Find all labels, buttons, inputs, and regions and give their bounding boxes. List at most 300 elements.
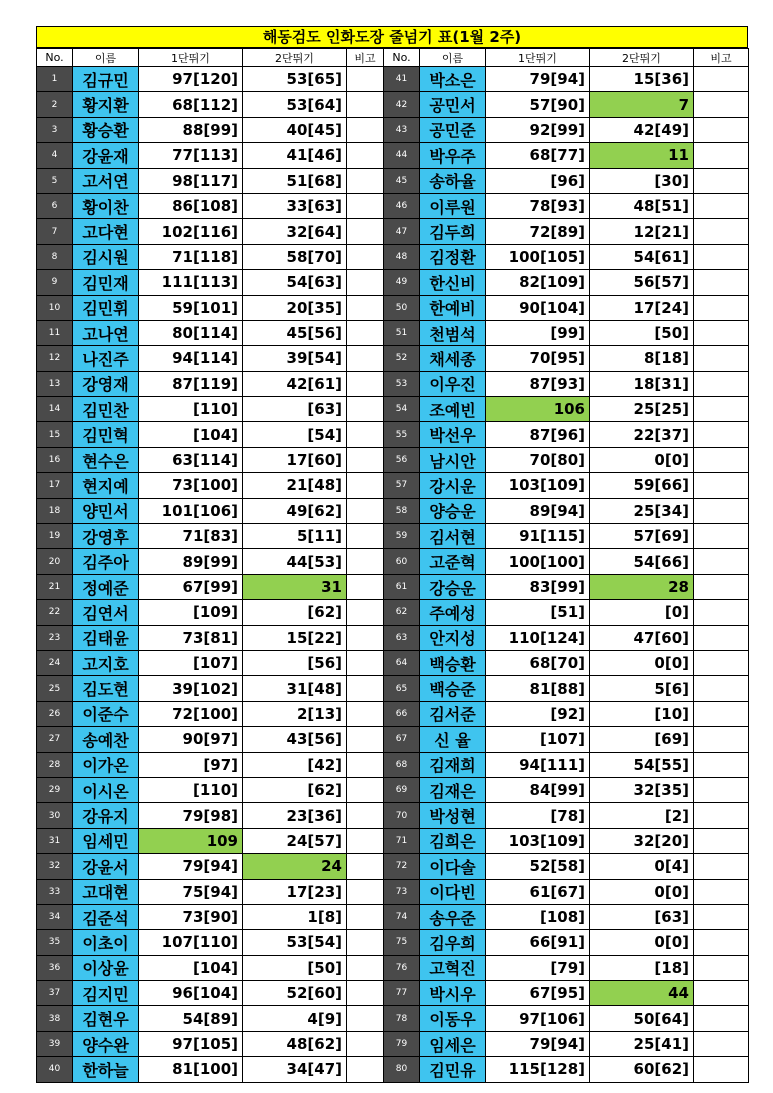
header-single-jump: 1단뛰기 (486, 49, 590, 67)
single-jump-score: 72[89] (486, 219, 590, 244)
student-name: 김주아 (73, 549, 139, 574)
table-row (37, 600, 749, 625)
row-number: 63 (384, 625, 420, 650)
row-number: 8 (37, 244, 73, 269)
single-jump-score: 90[97] (139, 727, 243, 752)
student-name: 주예성 (420, 600, 486, 625)
student-name: 김태윤 (73, 625, 139, 650)
note-cell (347, 422, 384, 447)
single-jump-score: 111[113] (139, 270, 243, 295)
row-number: 66 (384, 701, 420, 726)
row-number: 16 (37, 447, 73, 472)
double-jump-score: 53[64] (243, 92, 347, 117)
note-cell (347, 930, 384, 955)
note-cell (694, 244, 749, 269)
student-name: 공민서 (420, 92, 486, 117)
header-double-jump: 2단뛰기 (243, 49, 347, 67)
double-jump-score: 4[9] (243, 1006, 347, 1031)
student-name: 이상윤 (73, 955, 139, 980)
table-row (37, 244, 749, 269)
row-number: 72 (384, 854, 420, 879)
row-number: 44 (384, 143, 420, 168)
double-jump-score: 28 (590, 574, 694, 599)
table-row (37, 193, 749, 218)
single-jump-score: 67[95] (486, 981, 590, 1006)
single-jump-score: 66[91] (486, 930, 590, 955)
note-cell (347, 143, 384, 168)
double-jump-score: [63] (590, 904, 694, 929)
single-jump-score: 77[113] (139, 143, 243, 168)
double-jump-score: 0[0] (590, 447, 694, 472)
single-jump-score: [97] (139, 752, 243, 777)
single-jump-score: 100[100] (486, 549, 590, 574)
student-name: 김희은 (420, 828, 486, 853)
row-number: 54 (384, 397, 420, 422)
student-name: 현지예 (73, 473, 139, 498)
table-row (37, 67, 749, 92)
double-jump-score: 54[63] (243, 270, 347, 295)
row-number: 41 (384, 67, 420, 92)
note-cell (347, 981, 384, 1006)
single-jump-score: 63[114] (139, 447, 243, 472)
note-cell (694, 955, 749, 980)
single-jump-score: 97[106] (486, 1006, 590, 1031)
single-jump-score: 81[100] (139, 1057, 243, 1082)
note-cell (347, 92, 384, 117)
row-number: 77 (384, 981, 420, 1006)
student-name: 한예비 (420, 295, 486, 320)
student-name: 천범석 (420, 320, 486, 345)
double-jump-score: 51[68] (243, 168, 347, 193)
single-jump-score: 81[88] (486, 676, 590, 701)
student-name: 고지호 (73, 650, 139, 675)
student-name: 박성현 (420, 803, 486, 828)
note-cell (694, 371, 749, 396)
double-jump-score: 0[0] (590, 650, 694, 675)
student-name: 이루원 (420, 193, 486, 218)
single-jump-score: 109 (139, 828, 243, 853)
note-cell (694, 143, 749, 168)
single-jump-score: 78[93] (486, 193, 590, 218)
student-name: 황이찬 (73, 193, 139, 218)
note-cell (694, 1031, 749, 1056)
note-cell (694, 752, 749, 777)
double-jump-score: 32[64] (243, 219, 347, 244)
row-number: 43 (384, 117, 420, 142)
row-number: 47 (384, 219, 420, 244)
student-name: 강윤재 (73, 143, 139, 168)
header-note: 비고 (694, 49, 749, 67)
student-name: 박시우 (420, 981, 486, 1006)
single-jump-score: 96[104] (139, 981, 243, 1006)
row-number: 27 (37, 727, 73, 752)
table-row (37, 574, 749, 599)
single-jump-score: 101[106] (139, 498, 243, 523)
note-cell (694, 117, 749, 142)
note-cell (347, 473, 384, 498)
single-jump-score: 94[111] (486, 752, 590, 777)
double-jump-score: [30] (590, 168, 694, 193)
row-number: 37 (37, 981, 73, 1006)
note-cell (694, 854, 749, 879)
note-cell (347, 955, 384, 980)
header-double-jump: 2단뛰기 (590, 49, 694, 67)
single-jump-score: 103[109] (486, 828, 590, 853)
double-jump-score: 23[36] (243, 803, 347, 828)
table-row (37, 727, 749, 752)
note-cell (694, 981, 749, 1006)
single-jump-score: [92] (486, 701, 590, 726)
double-jump-score: [54] (243, 422, 347, 447)
row-number: 1 (37, 67, 73, 92)
single-jump-score: 39[102] (139, 676, 243, 701)
row-number: 69 (384, 777, 420, 802)
row-number: 50 (384, 295, 420, 320)
single-jump-score: [99] (486, 320, 590, 345)
student-name: 양승운 (420, 498, 486, 523)
double-jump-score: 32[35] (590, 777, 694, 802)
double-jump-score: 25[41] (590, 1031, 694, 1056)
table-row (37, 295, 749, 320)
row-number: 35 (37, 930, 73, 955)
double-jump-score: 60[62] (590, 1057, 694, 1082)
note-cell (694, 574, 749, 599)
table-row (37, 930, 749, 955)
student-name: 강영재 (73, 371, 139, 396)
student-name: 박우주 (420, 143, 486, 168)
row-number: 20 (37, 549, 73, 574)
note-cell (694, 879, 749, 904)
table-row (37, 625, 749, 650)
student-name: 김민혁 (73, 422, 139, 447)
student-name: 황지환 (73, 92, 139, 117)
table-row (37, 320, 749, 345)
row-number: 26 (37, 701, 73, 726)
double-jump-score: [63] (243, 397, 347, 422)
note-cell (347, 549, 384, 574)
double-jump-score: 22[37] (590, 422, 694, 447)
student-name: 김민찬 (73, 397, 139, 422)
note-cell (347, 803, 384, 828)
student-name: 이동우 (420, 1006, 486, 1031)
student-name: 이시온 (73, 777, 139, 802)
row-number: 58 (384, 498, 420, 523)
note-cell (347, 676, 384, 701)
row-number: 7 (37, 219, 73, 244)
double-jump-score: 53[54] (243, 930, 347, 955)
double-jump-score: 45[56] (243, 320, 347, 345)
note-cell (694, 473, 749, 498)
row-number: 15 (37, 422, 73, 447)
note-cell (347, 904, 384, 929)
single-jump-score: [110] (139, 777, 243, 802)
row-number: 75 (384, 930, 420, 955)
table-row (37, 270, 749, 295)
single-jump-score: 71[83] (139, 524, 243, 549)
note-cell (694, 828, 749, 853)
student-name: 김지민 (73, 981, 139, 1006)
single-jump-score: 94[114] (139, 346, 243, 371)
table-row (37, 1006, 749, 1031)
single-jump-score: 59[101] (139, 295, 243, 320)
student-name: 강유지 (73, 803, 139, 828)
table-row (37, 981, 749, 1006)
note-cell (694, 498, 749, 523)
row-number: 57 (384, 473, 420, 498)
double-jump-score: 12[21] (590, 219, 694, 244)
single-jump-score: 52[58] (486, 854, 590, 879)
double-jump-score: 34[47] (243, 1057, 347, 1082)
double-jump-score: [0] (590, 600, 694, 625)
row-number: 12 (37, 346, 73, 371)
student-name: 황승환 (73, 117, 139, 142)
student-name: 김정환 (420, 244, 486, 269)
student-name: 한신비 (420, 270, 486, 295)
note-cell (694, 295, 749, 320)
note-cell (347, 193, 384, 218)
double-jump-score: 17[23] (243, 879, 347, 904)
table-row (37, 371, 749, 396)
double-jump-score: 0[4] (590, 854, 694, 879)
student-name: 김민재 (73, 270, 139, 295)
row-number: 13 (37, 371, 73, 396)
row-number: 11 (37, 320, 73, 345)
row-number: 28 (37, 752, 73, 777)
table-row (37, 447, 749, 472)
student-name: 김두희 (420, 219, 486, 244)
student-name: 김우희 (420, 930, 486, 955)
student-name: 김시원 (73, 244, 139, 269)
student-name: 김서준 (420, 701, 486, 726)
student-name: 박선우 (420, 422, 486, 447)
student-name: 채세종 (420, 346, 486, 371)
student-name: 김준석 (73, 904, 139, 929)
single-jump-score: 75[94] (139, 879, 243, 904)
row-number: 39 (37, 1031, 73, 1056)
double-jump-score: 21[48] (243, 473, 347, 498)
note-cell (694, 777, 749, 802)
note-cell (347, 752, 384, 777)
sheet-title: 해동검도 인화도장 줄넘기 표(1월 2주) (36, 26, 748, 48)
row-number: 34 (37, 904, 73, 929)
student-name: 고혁진 (420, 955, 486, 980)
student-name: 나진주 (73, 346, 139, 371)
student-name: 강윤서 (73, 854, 139, 879)
note-cell (694, 803, 749, 828)
header-row (37, 49, 749, 67)
double-jump-score: 25[25] (590, 397, 694, 422)
table-row (37, 803, 749, 828)
double-jump-score: 32[20] (590, 828, 694, 853)
single-jump-score: 88[99] (139, 117, 243, 142)
note-cell (347, 270, 384, 295)
double-jump-score: [10] (590, 701, 694, 726)
student-name: 이우진 (420, 371, 486, 396)
student-name: 백승준 (420, 676, 486, 701)
row-number: 73 (384, 879, 420, 904)
single-jump-score: 90[104] (486, 295, 590, 320)
row-number: 32 (37, 854, 73, 879)
single-jump-score: 79[94] (486, 1031, 590, 1056)
student-name: 강시운 (420, 473, 486, 498)
row-number: 2 (37, 92, 73, 117)
table-row (37, 676, 749, 701)
student-name: 현수은 (73, 447, 139, 472)
note-cell (694, 650, 749, 675)
single-jump-score: [79] (486, 955, 590, 980)
row-number: 25 (37, 676, 73, 701)
table-row (37, 397, 749, 422)
double-jump-score: 31[48] (243, 676, 347, 701)
student-name: 양수완 (73, 1031, 139, 1056)
single-jump-score: 73[100] (139, 473, 243, 498)
student-name: 이다솔 (420, 854, 486, 879)
header-no: No. (37, 49, 73, 67)
note-cell (347, 67, 384, 92)
note-cell (694, 930, 749, 955)
single-jump-score: 87[93] (486, 371, 590, 396)
student-name: 박소은 (420, 67, 486, 92)
row-number: 71 (384, 828, 420, 853)
single-jump-score: [104] (139, 422, 243, 447)
student-name: 고서연 (73, 168, 139, 193)
double-jump-score: 24[57] (243, 828, 347, 853)
single-jump-score: [110] (139, 397, 243, 422)
single-jump-score: [107] (139, 650, 243, 675)
single-jump-score: [51] (486, 600, 590, 625)
double-jump-score: 24 (243, 854, 347, 879)
note-cell (694, 92, 749, 117)
double-jump-score: 18[31] (590, 371, 694, 396)
double-jump-score: 31 (243, 574, 347, 599)
row-number: 45 (384, 168, 420, 193)
double-jump-score: 54[66] (590, 549, 694, 574)
row-number: 52 (384, 346, 420, 371)
single-jump-score: 72[100] (139, 701, 243, 726)
note-cell (694, 346, 749, 371)
double-jump-score: [69] (590, 727, 694, 752)
single-jump-score: 103[109] (486, 473, 590, 498)
table-row (37, 92, 749, 117)
header-name: 이름 (73, 49, 139, 67)
note-cell (347, 447, 384, 472)
note-cell (694, 701, 749, 726)
note-cell (347, 117, 384, 142)
double-jump-score: 42[49] (590, 117, 694, 142)
note-cell (694, 219, 749, 244)
single-jump-score: 86[108] (139, 193, 243, 218)
single-jump-score: 100[105] (486, 244, 590, 269)
row-number: 60 (384, 549, 420, 574)
table-row (37, 904, 749, 929)
note-cell (347, 727, 384, 752)
double-jump-score: 41[46] (243, 143, 347, 168)
double-jump-score: 47[60] (590, 625, 694, 650)
note-cell (694, 549, 749, 574)
note-cell (347, 777, 384, 802)
student-name: 임세민 (73, 828, 139, 853)
row-number: 24 (37, 650, 73, 675)
note-cell (347, 498, 384, 523)
double-jump-score: [42] (243, 752, 347, 777)
double-jump-score: 49[62] (243, 498, 347, 523)
note-cell (694, 447, 749, 472)
double-jump-score: 15[36] (590, 67, 694, 92)
row-number: 70 (384, 803, 420, 828)
note-cell (347, 346, 384, 371)
note-cell (347, 1006, 384, 1031)
note-cell (347, 397, 384, 422)
header-single-jump: 1단뛰기 (139, 49, 243, 67)
table-body (37, 67, 749, 1083)
student-name: 김규민 (73, 67, 139, 92)
note-cell (347, 828, 384, 853)
row-number: 79 (384, 1031, 420, 1056)
student-name: 양민서 (73, 498, 139, 523)
note-cell (347, 320, 384, 345)
single-jump-score: 61[67] (486, 879, 590, 904)
row-number: 38 (37, 1006, 73, 1031)
double-jump-score: 0[0] (590, 930, 694, 955)
row-number: 65 (384, 676, 420, 701)
row-number: 19 (37, 524, 73, 549)
student-name: 김도현 (73, 676, 139, 701)
double-jump-score: 54[61] (590, 244, 694, 269)
double-jump-score: 17[60] (243, 447, 347, 472)
row-number: 23 (37, 625, 73, 650)
student-name: 임세은 (420, 1031, 486, 1056)
student-name: 공민준 (420, 117, 486, 142)
note-cell (694, 168, 749, 193)
single-jump-score: [78] (486, 803, 590, 828)
note-cell (347, 219, 384, 244)
double-jump-score: 25[34] (590, 498, 694, 523)
double-jump-score: 44 (590, 981, 694, 1006)
student-name: 조예빈 (420, 397, 486, 422)
single-jump-score: 57[90] (486, 92, 590, 117)
student-name: 김재은 (420, 777, 486, 802)
note-cell (347, 574, 384, 599)
student-name: 고대현 (73, 879, 139, 904)
row-number: 67 (384, 727, 420, 752)
student-name: 이가온 (73, 752, 139, 777)
single-jump-score: [107] (486, 727, 590, 752)
student-name: 송예찬 (73, 727, 139, 752)
single-jump-score: 79[94] (139, 854, 243, 879)
jump-rope-sheet (36, 26, 748, 1083)
table-row (37, 498, 749, 523)
single-jump-score: 115[128] (486, 1057, 590, 1082)
double-jump-score: 59[66] (590, 473, 694, 498)
note-cell (694, 625, 749, 650)
single-jump-score: 71[118] (139, 244, 243, 269)
student-name: 김현우 (73, 1006, 139, 1031)
note-cell (347, 879, 384, 904)
double-jump-score: [50] (590, 320, 694, 345)
double-jump-score: 48[51] (590, 193, 694, 218)
note-cell (347, 295, 384, 320)
row-number: 64 (384, 650, 420, 675)
single-jump-score: 70[95] (486, 346, 590, 371)
note-cell (694, 904, 749, 929)
single-jump-score: 107[110] (139, 930, 243, 955)
single-jump-score: 73[81] (139, 625, 243, 650)
double-jump-score: 5[6] (590, 676, 694, 701)
row-number: 55 (384, 422, 420, 447)
row-number: 74 (384, 904, 420, 929)
single-jump-score: 79[98] (139, 803, 243, 828)
double-jump-score: 44[53] (243, 549, 347, 574)
